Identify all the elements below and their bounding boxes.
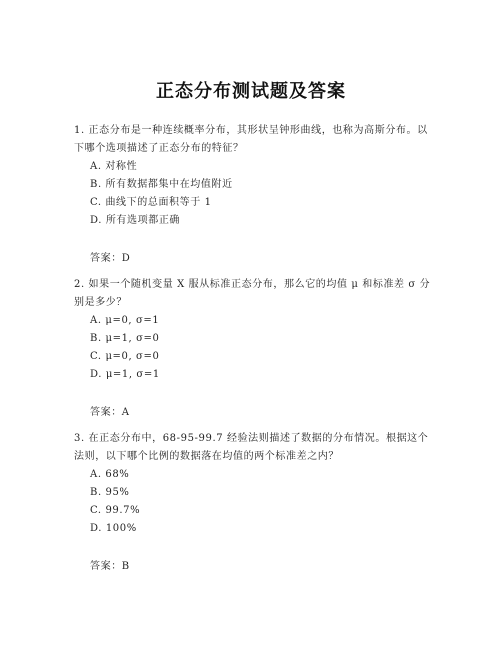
question-3-text: 3. 在正态分布中，68-95-99.7 经验法则描述了数据的分布情况。根据这个法则，以下哪个比例的数据落在均值的两个标准差之内？	[74, 433, 429, 462]
question-3-option-b: B. 95%	[90, 487, 130, 498]
question-2-option-c: C. μ=0, σ=0	[90, 351, 160, 362]
question-2-option-d: D. μ=1, σ=1	[90, 369, 160, 380]
page-title: 正态分布测试题及答案	[156, 81, 346, 102]
question-2-option-a: A. μ=0, σ=1	[90, 315, 160, 326]
question-2-text: 2. 如果一个随机变量 X 服从标准正态分布，那么它的均值 μ 和标准差 σ 分别是多少？	[74, 279, 431, 308]
question-3	[74, 430, 434, 576]
question-1-answer: 答案：D	[90, 253, 131, 264]
question-3-option-a: A. 68%	[90, 469, 130, 480]
question-2-answer: 答案：A	[90, 407, 130, 418]
question-2-option-b: B. μ=1, σ=0	[90, 333, 160, 344]
question-1-text: 1. 正态分布是一种连续概率分布，其形状呈钟形曲线，也称为高斯分布。以下哪个选项描述了正态分布的特征？	[74, 125, 428, 154]
question-2-options	[74, 312, 434, 384]
question-3-answer: 答案：B	[90, 561, 130, 572]
question-1	[74, 122, 434, 268]
question-1-option-a: A. 对称性	[90, 161, 138, 172]
question-1-option-c: C. 曲线下的总面积等于 1	[90, 197, 212, 208]
question-1-option-d: D. 所有选项都正确	[90, 215, 181, 226]
question-2	[74, 276, 434, 422]
question-1-option-b: B. 所有数据都集中在均值附近	[90, 179, 233, 190]
question-3-options	[74, 466, 434, 538]
question-3-option-c: C. 99.7%	[90, 505, 141, 516]
question-3-option-d: D. 100%	[90, 523, 137, 534]
question-1-options	[74, 158, 434, 230]
